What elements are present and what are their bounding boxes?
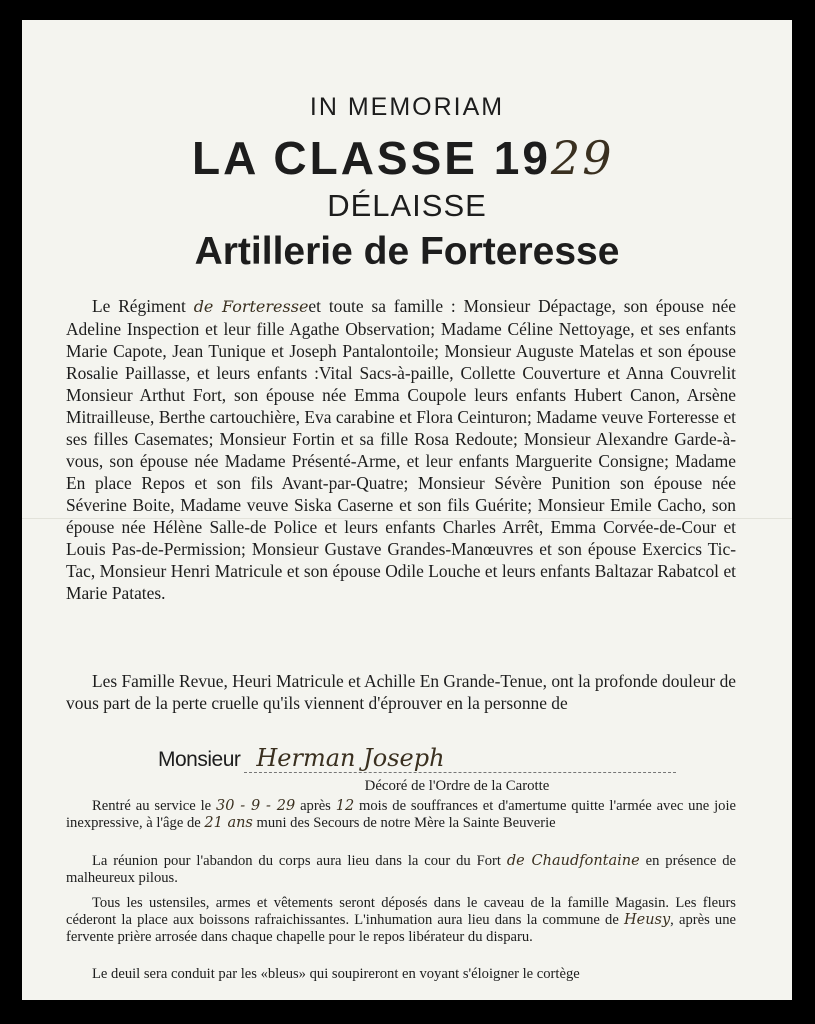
months-handwritten: 12 [335,798,355,814]
announcement-paragraph: Les Famille Revue, Heuri Matricule et Achille En Grande-Tenue, ont la profonde douleur de vous part de la perte cruelle qu'ils viennent d'éprouver en la personne de [66,671,736,713]
la-classe-text: LA CLASSE 19 [192,132,551,184]
s2-b: en présence de malheureux pilous. [66,853,736,886]
p1-start: Le Régiment [92,296,194,316]
s3-b: , après une fervente prière arrosée dans chaque chapelle pour le repos libérateur du disparu. [66,912,736,945]
date-handwritten: 30 - 9 - 29 [215,798,296,814]
artillerie-heading: Artillerie de Forteresse [194,230,620,273]
service-paragraph [66,798,736,832]
s1-c: mois de souffrances et d'amertume quitte l'armée avec une joie inexpressive, à l'âge de [66,798,736,831]
s1-b: après [295,798,336,814]
s2-a: La réunion pour l'abandon du corps aura lieu dans la cour du Fort [92,853,507,869]
s1-a: Rentré au service le [92,798,216,814]
mourning-paragraph: Le deuil sera conduit par les «bleus» qui soupireront en voyant s'éloigner le cortège [92,966,580,982]
regiment-handwritten: de Forteresse [193,297,309,316]
family-paragraph [66,295,736,604]
reunion-paragraph [66,853,736,887]
burial-paragraph [66,895,736,946]
age-handwritten: 21 ans [204,815,253,831]
in-memoriam-heading: IN MEMORIAM [309,93,505,121]
s1-d: muni des Secours de notre Mère la Sainte Beuverie [252,815,556,831]
fort-handwritten: de Chaudfontaine [506,853,640,869]
decoration-line: Décoré de l'Ordre de la Carotte [364,778,550,794]
year-handwritten: 29 [550,131,614,185]
la-classe-title [192,131,613,185]
commune-handwritten: Heusy [623,912,671,928]
monsieur-label: Monsieur [158,748,241,771]
deceased-name-handwritten: Herman Joseph [244,744,676,773]
p1-rest: et toute sa famille : Monsieur Dépactage, son épouse née Adeline Inspection et leur fille Agathe Observation; Madame Céline Nettoyage, et ses enfants Marie Capote, Jean Tunique et Joseph Pantalontoile; Monsieur Auguste Matelas et son épouse Rosalie Paillasse, et leurs enfants :Vital Sacs-à-paille, Collette Couverture et Anna Couvrelit Monsieur Arthut Fort, son épouse née Emma Coupole leurs enfants Hubert Canon, Arsène Mitrailleuse, Berthe cartouchière, Eva carabine et Flora Ceinturon; Madame veuve Forteresse et ses filles Casemates; Monsieur Fortin et sa fille Rosa Redoute; Monsieur Alexandre Garde-à-vous, son épouse née Madame Présenté-Arme, et leur enfants Marguerite Consigne; Madame En place Repos et son fils Avant-par-Quatre; Monsieur Sévère Punition son épouse née Séverine Boite, Madame veuve Siska Caserne et son fils Guérite; Monsieur Emile Cacho, son épouse née Hélène Salle-de Police et leurs enfants Charles Arrêt, Emma Corvée-de-Cour et Louis Pas-de-Permission; Monsieur Gustave Grandes-Manœuvres et son épouse Exercics Tic-Tac, Monsieur Henri Matricule et son épouse Odile Louche et leurs enfants Baltazar Rabatcol et Marie Patates. [66,296,737,603]
deceased-line [158,744,676,773]
delaisse-heading: DÉLAISSE [327,188,487,223]
memorial-card [22,20,792,1000]
s3-a: Tous les ustensiles, armes et vêtements seront déposés dans le caveau de la famille Magasin. Les fleurs céderont la place aux boissons rafraichissantes. L'inhumation aura lieu dans la commune de [66,895,736,928]
